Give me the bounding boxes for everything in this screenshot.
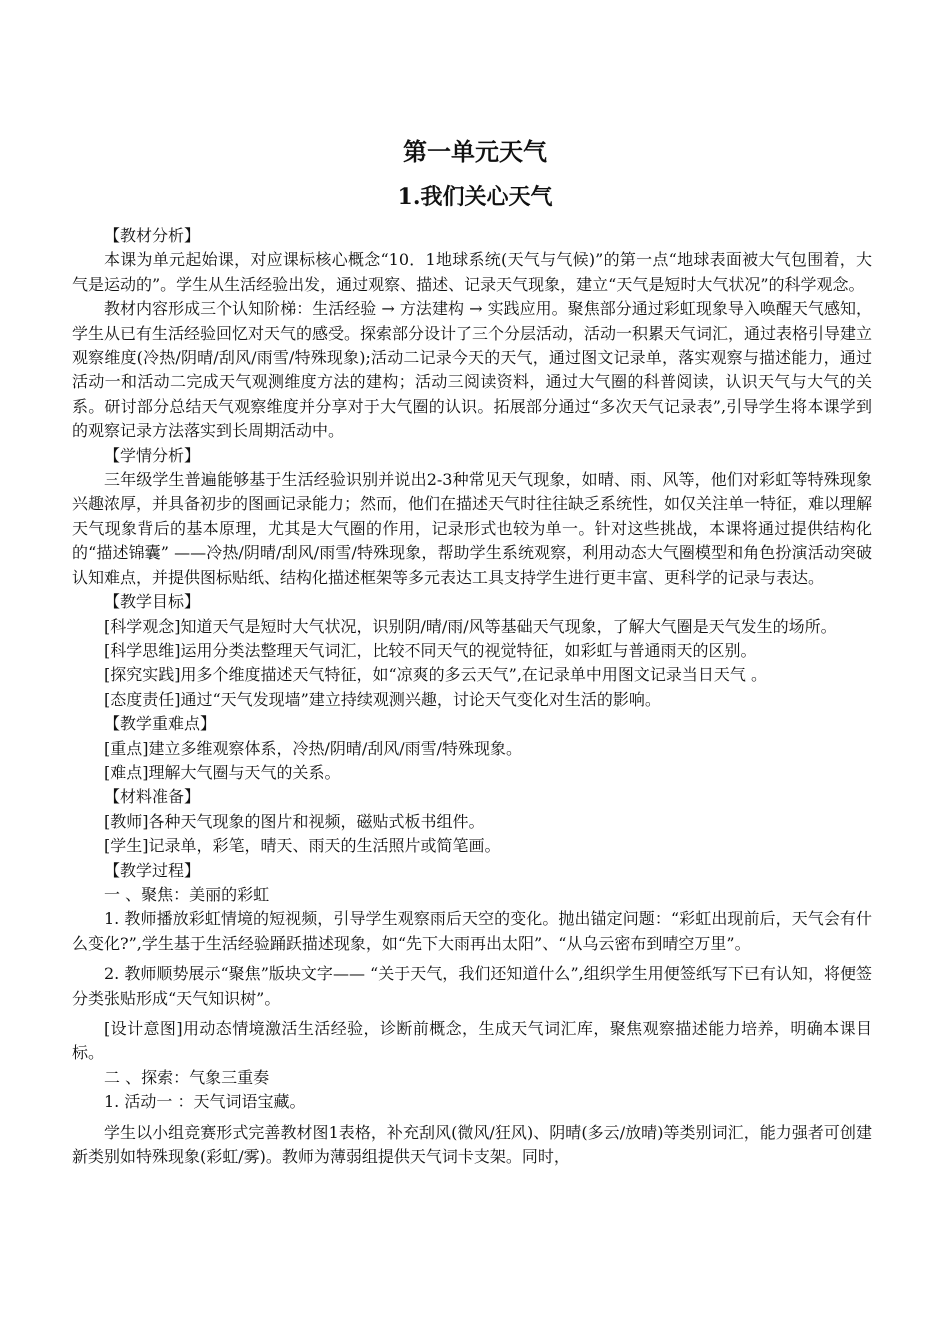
section-heading-key-points: 【教学重难点】: [104, 714, 217, 734]
unit-title: 第一单元天气: [403, 137, 547, 166]
section-heading-analysis: 【教材分析】: [104, 226, 201, 245]
lesson-title: 1.我们关心天气: [397, 184, 553, 210]
goal-item: [科学思维]运用分类法整理天气词汇，比较不同天气的视觉特征，如彩虹与普通雨天的区别。: [104, 640, 757, 660]
paragraph: 本课为单元起始课，对应课标核心概念“10．1地球系统(天气与气候)”的第一点“地球表面被大气包围着，大气是运动的”。学生从生活经验出发，通过观察、描述、记录天气现象，建立“天气是短时大气状况”的科学观念。: [72, 250, 872, 294]
section-heading-process: 【教学过程】: [104, 860, 201, 880]
activity-title: 1. 活动一 ：天气词语宝藏。: [104, 1092, 306, 1112]
paragraph: 三年级学生普遍能够基于生活经验识别并说出2-3种常见天气现象，如晴、雨、风等，他们对彩虹等特殊现象兴趣浓厚，并具备初步的图画记录能力；然而，他们在描述天气时往往缺乏系统性，如仅关注单一特征，难以理解天气现象背后的基本原理，尤其是大气圈的作用，记录形式也较为单一。针对这些挑战，本课将通过提供结构化的“描述锦囊” ——冷热/阴晴/刮风/雨雪/特殊现象，帮助学生系统观察，利用动态大气圈模型和角色扮演活动突破认知难点，并提供图标贴纸、结构化描述框架等多元表达工具支持学生进行更丰富、更科学的记录与表达。: [72, 470, 873, 587]
design-intent: [设计意图]用动态情境激活生活经验，诊断前概念，生成天气词汇库，聚焦观察描述能力培养，明确本课目标。: [72, 1019, 872, 1063]
paragraph: 学生以小组竞赛形式完善教材图1表格，补充刮风(微风/狂风)、阴晴(多云/放晴)等类别词汇，能力强者可创建新类别如特殊现象(彩虹/雾)。教师为薄弱组提供天气词卡支架。同时，: [72, 1122, 872, 1167]
paragraph: 1. 教师播放彩虹情境的短视频，引导学生观察雨后天空的变化。抛出锚定问题：“彩虹出现前后，天气会有什么变化?”,学生基于生活经验踊跃描述现象，如“先下大雨再出太阳”、“从乌云密布到晴空万里”。: [72, 909, 872, 953]
key-point-item: [难点]理解大气圈与天气的关系。: [104, 762, 341, 782]
goal-item: [科学观念]知道天气是短时大气状况，识别阴/晴/雨/风等基础天气现象，了解大气圈是天气发生的场所。: [104, 616, 837, 636]
section-heading-materials: 【材料准备】: [104, 787, 201, 807]
subsection-title: 二 、探索：气象三重奏: [104, 1067, 270, 1087]
subsection-title: 一 、聚焦：美丽的彩虹: [104, 884, 270, 904]
section-heading-goals: 【教学目标】: [104, 592, 201, 612]
material-item: [学生]记录单，彩笔，晴天、雨天的生活照片或简笔画。: [104, 836, 501, 856]
goal-item: [态度责任]通过“天气发现墙”建立持续观测兴趣，讨论天气变化对生活的影响。: [104, 689, 661, 709]
document-body: [72, 224, 872, 1169]
key-point-item: [重点]建立多维观察体系，冷热/阴晴/刮风/雨雪/特殊现象。: [104, 738, 523, 758]
paragraph: 2. 教师顺势展示“聚焦”版块文字—— “关于天气，我们还知道什么”,组织学生用便签纸写下已有认知，将便签分类张贴形成“天气知识树”。: [72, 964, 872, 1008]
section-heading-learners: 【学情分析】: [104, 445, 201, 465]
material-item: [教师]各种天气现象的图片和视频，磁贴式板书组件。: [104, 811, 485, 831]
paragraph: 教材内容形成三个认知阶梯：生活经验 → 方法建构 → 实践应用。聚焦部分通过彩虹现象导入唤醒天气感知，学生从已有生活经验回忆对天气的感受。探索部分设计了三个分层活动，活动一积累天气词汇，通过表格引导建立观察维度(冷热/阴晴/刮风/雨雪/特殊现象);活动二记录今天的天气，通过图文记录单，落实观察与描述能力，通过活动一和活动二完成天气观测维度方法的建构；活动三阅读资料，通过大气圈的科普阅读，认识天气与大气的关系。研讨部分总结天气观察维度并分享对于大气圈的认识。拓展部分通过“多次天气记录表”,引导学生将本课学到的观察记录方法落实到长周期活动中。: [72, 299, 873, 441]
goal-item: [探究实践]用多个维度描述天气特征，如“凉爽的多云天气”,在记录单中用图文记录当日天气 。: [104, 665, 768, 685]
